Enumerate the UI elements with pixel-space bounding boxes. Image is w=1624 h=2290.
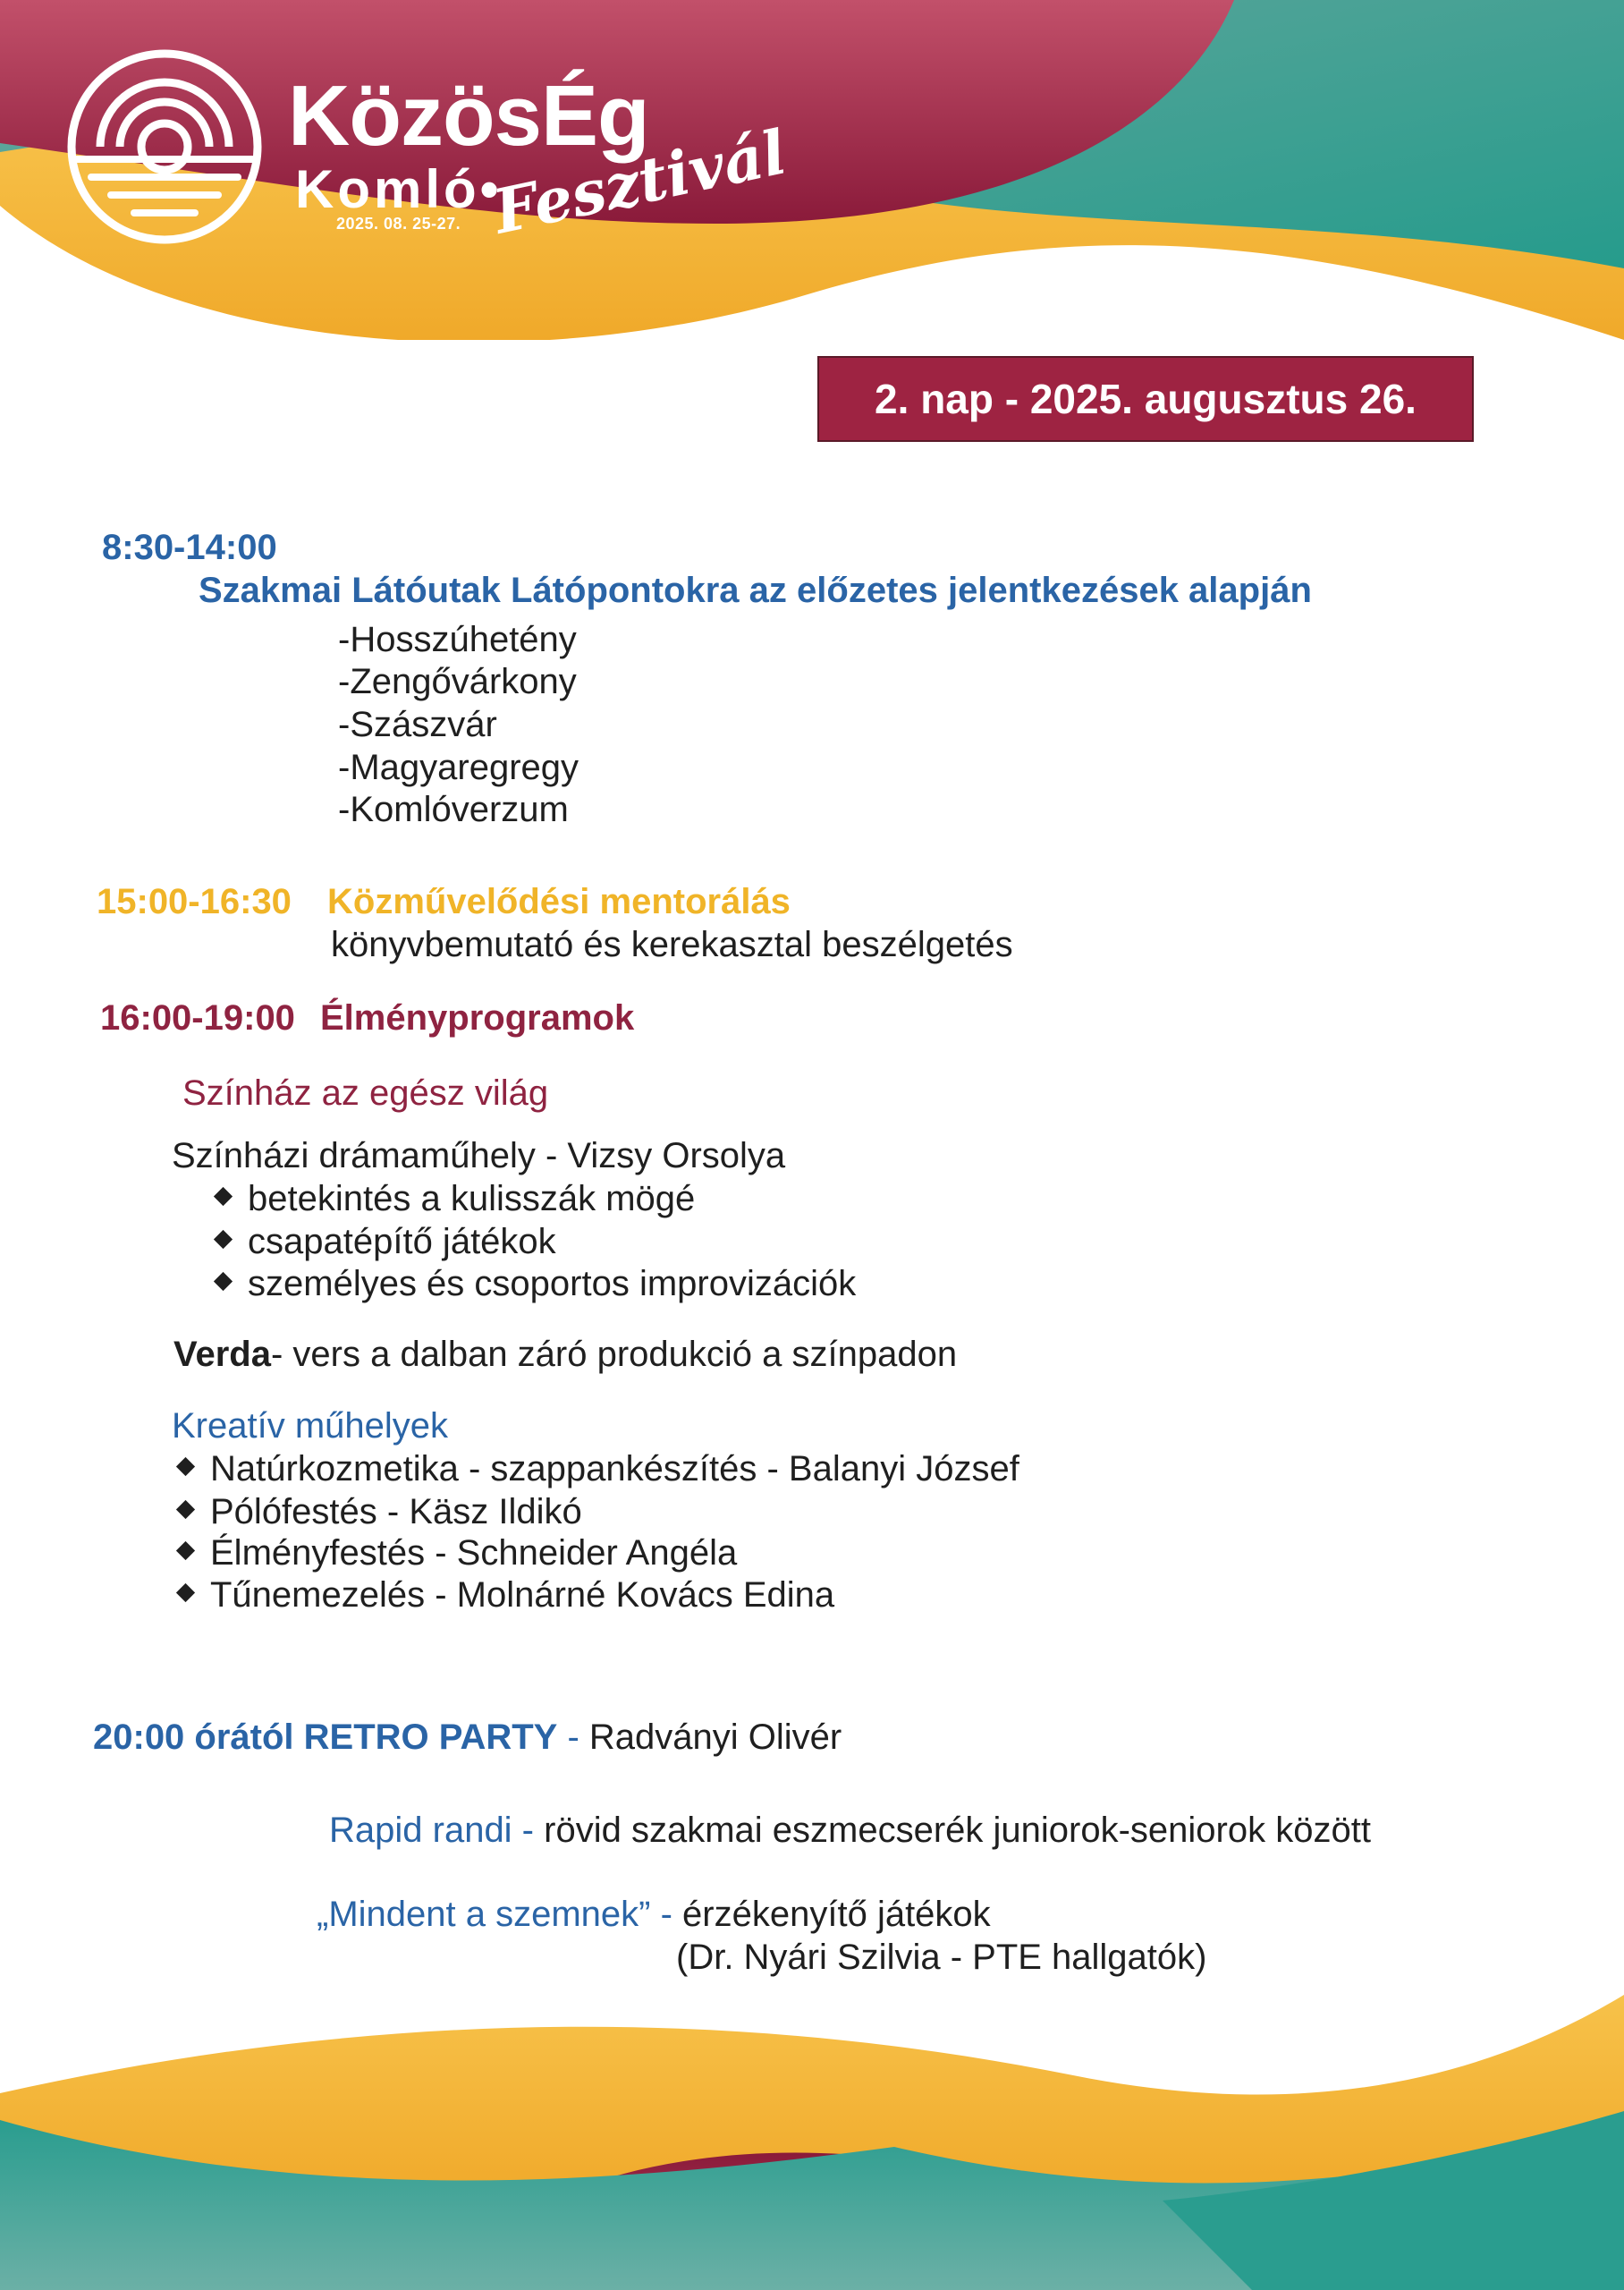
mindent-label: „Mindent a szemnek” - (317, 1895, 672, 1934)
block3-time: 16:00-19:00 (100, 998, 295, 1038)
logo-script-word: Fesztivál (487, 116, 793, 249)
block1-time: 8:30-14:00 (102, 528, 277, 567)
bullet-diamond-icon (176, 1457, 195, 1476)
block1-place: -Zengővárkony (338, 662, 577, 701)
block1-title: Szakmai Látóutak Látópontokra az előzetes jelentkezések alapján (199, 571, 1312, 610)
block2-title: Közművelődési mentorálás (327, 882, 791, 921)
block3-verda (173, 1336, 957, 1372)
mindent-a-szemnek (317, 1896, 991, 1932)
list-item: csapatépítő játékok (216, 1224, 556, 1260)
rapid-randi-desc: rövid szakmai eszmecserék juniorok-seniorok között (544, 1811, 1371, 1850)
block1-place: -Komlóverzum (338, 790, 569, 829)
verda-desc: - vers a dalban záró produkció a színpadon (270, 1335, 958, 1374)
bullet-diamond-icon (214, 1272, 233, 1291)
bullet-diamond-icon (214, 1230, 233, 1249)
mindent-desc: érzékenyítő játékok (682, 1895, 991, 1934)
logo-name-line1: KözösÉg (288, 68, 649, 164)
block2-time: 15:00-16:30 (97, 882, 292, 921)
bullet-diamond-icon (214, 1187, 233, 1206)
rapid-randi (329, 1812, 1371, 1848)
list-item: Élményfestés - Schneider Angéla (179, 1535, 737, 1571)
mindent-credit: (Dr. Nyári Szilvia - PTE hallgatók) (676, 1938, 1207, 1977)
bullet-diamond-icon (176, 1500, 195, 1519)
list-item: Tűnemezelés - Molnárné Kovács Edina (179, 1577, 834, 1613)
block4-retro-party (93, 1719, 842, 1755)
day-banner: 2. nap - 2025. augusztus 26. (817, 356, 1474, 442)
bullet-diamond-icon (176, 1583, 195, 1602)
creative-title: Kreatív műhelyek (172, 1406, 449, 1446)
retro-party-performer: Radványi Olivér (588, 1718, 842, 1757)
retro-party-title: 20:00 órától RETRO PARTY (93, 1718, 558, 1757)
list-item: Natúrkozmetika - szappankészítés - Balanyi József (179, 1451, 1019, 1487)
block3-workshop: Színházi drámaműhely - Vizsy Orsolya (172, 1136, 786, 1175)
logo-dates: 2025. 08. 25-27. (336, 215, 461, 233)
festival-logo-icon (64, 47, 265, 247)
block3-title: Élményprogramok (320, 998, 635, 1038)
block1-place: -Hosszúhetény (338, 620, 577, 659)
block2-desc: könyvbemutató és kerekasztal beszélgetés (331, 925, 1013, 964)
block3-subtitle: Színház az egész világ (182, 1073, 549, 1113)
block1-place: -Szászvár (338, 705, 497, 744)
block1-place: -Magyaregregy (338, 748, 579, 787)
bullet-diamond-icon (176, 1541, 195, 1560)
rapid-randi-label: Rapid randi - (329, 1811, 535, 1850)
logo-name-line2: Komló• (295, 159, 503, 219)
list-item: Pólófestés - Käsz Ildikó (179, 1494, 582, 1530)
list-item: betekintés a kulisszák mögé (216, 1181, 695, 1217)
verda-title: Verda (173, 1335, 271, 1374)
retro-party-separator: - (557, 1718, 589, 1757)
list-item: személyes és csoportos improvizációk (216, 1266, 856, 1302)
